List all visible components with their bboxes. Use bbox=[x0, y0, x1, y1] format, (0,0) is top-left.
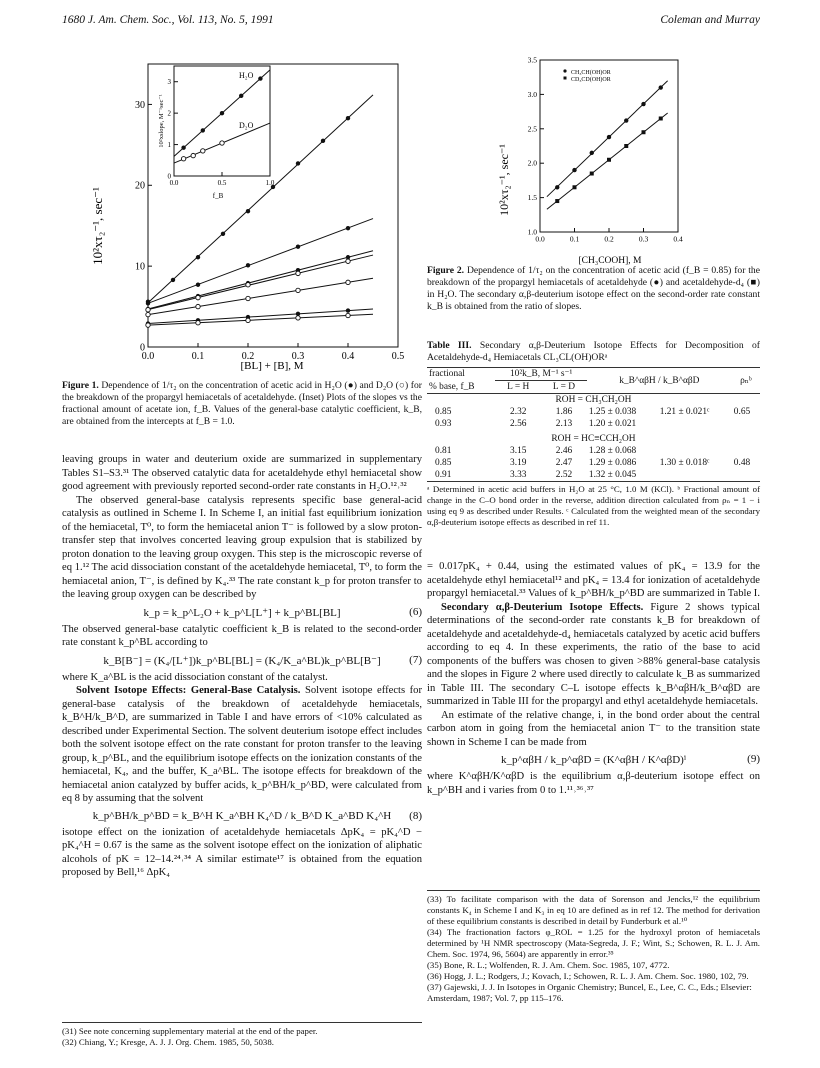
figure-2-data-point bbox=[624, 118, 628, 122]
figure-2-data-point bbox=[641, 102, 645, 106]
figure-2-y-tick-label: 2.5 bbox=[527, 124, 537, 134]
left-footnotes bbox=[62, 1026, 422, 1048]
figure-1-x-tick-label: 0.2 bbox=[241, 351, 255, 362]
paragraph: isotope effect on the ionization of acetaldehyde hemiacetals ΔpK₄ = pK₄^D − pK₄^H = 0.67 is the same as the solvent isotope effect on the ionization of aliphatic alcohols of pK = 12–14.²⁴˒³⁴ A similar estimate¹⁷ is obtained from the equation proposed by Bell,¹⁶ ΔpK₄ bbox=[62, 826, 422, 878]
figure-1-x-tick-label: 0.3 bbox=[291, 351, 305, 362]
figure-2-data-point bbox=[555, 185, 559, 189]
figure-1-inset-data-point bbox=[201, 128, 205, 132]
figure-1-x-axis-label: [BL] + [B], M bbox=[240, 360, 304, 372]
figure-2-y-tick-label: 1.5 bbox=[527, 193, 537, 203]
table-cell: 1.32 ± 0.045 bbox=[588, 470, 637, 480]
figure-1-y-tick-label: 0 bbox=[140, 342, 145, 354]
table-section-heading: ROH = CH₃CH₂OH bbox=[555, 395, 632, 405]
figure-1-inset-series-label: D₂O bbox=[239, 121, 254, 130]
paragraph: where K^αβH/K^αβD is the equilibrium α,β-deuterium isotope effect on k_p^BH and i varies from 0 to 1.¹¹˒³⁶˒³⁷ bbox=[427, 771, 760, 796]
table-cell: 1.25 ± 0.038 bbox=[588, 407, 637, 417]
figure-1-caption-text: Dependence of 1/τ₂ on the concentration of acetic acid in H₂O (●) and D₂O (○) for the breakdown of the propargyl hemiacetals of acetaldehyde. (Inset) Plots of the slopes vs the fractional amount of acetate ion, f_B. Values of the general-base catalytic coefficient, k_B, are obtained from the intercepts at f_B = 1.0. bbox=[62, 380, 422, 427]
column-header: fractional bbox=[429, 369, 465, 380]
table-cell: 2.52 bbox=[555, 470, 573, 480]
table-cell: 0.91 bbox=[435, 470, 452, 480]
footnote: (32) Chiang, Y.; Kresge, A. J. J. Org. Chem. 1985, 50, 5038. bbox=[62, 1037, 274, 1047]
equation-number: (7) bbox=[409, 653, 422, 666]
figure-1-inset-data-point bbox=[181, 157, 185, 161]
figure-1-fit-line bbox=[148, 255, 373, 310]
footnote-rule bbox=[62, 1022, 422, 1023]
figure-1-inset-y-tick-label: 1 bbox=[167, 140, 171, 149]
figure-1-data-point bbox=[346, 308, 350, 312]
table-cell: 0.93 bbox=[435, 419, 452, 429]
figure-1-data-point bbox=[196, 295, 200, 299]
figure-1-data-point bbox=[196, 283, 200, 287]
figure-2-data-point bbox=[573, 185, 577, 189]
figure-1-y-tick-label: 20 bbox=[135, 180, 145, 192]
table-cell bbox=[732, 469, 760, 482]
figure-2-x-tick-label: 0.1 bbox=[569, 234, 580, 244]
footnote: (35) Bone, R. L.; Wolfenden, R. J. Am. Chem. Soc. 1985, 107, 4772. bbox=[427, 960, 670, 970]
figure-1-inset-data-point bbox=[181, 146, 185, 150]
footnote-rule bbox=[427, 890, 760, 891]
figure-1-inset-x-tick-label: 0.0 bbox=[169, 179, 179, 187]
figure-2-data-point bbox=[590, 151, 594, 155]
figure-2-y-tick-label: 2.0 bbox=[527, 158, 537, 168]
figure-1-data-point bbox=[196, 304, 200, 308]
right-column bbox=[427, 560, 760, 797]
figure-1-data-point bbox=[146, 301, 150, 305]
column-header: % base, f_B bbox=[429, 381, 475, 392]
figure-1-inset-x-tick-label: 1.0 bbox=[265, 179, 275, 187]
figure-1-data-point bbox=[321, 139, 325, 143]
figure-1-data-point bbox=[346, 116, 350, 120]
table-cell: 2.47 bbox=[555, 458, 573, 468]
table-cell: 0.65 bbox=[733, 407, 751, 417]
table-3-footnotes: ᵃ Determined in acetic acid buffers in H₂O at 25 °C, 1.0 M (KCl). ᵇ Fractional amount of change in the C–O bond order in the reverse, addition direction calculated from ρₙ = 1 − i using eq 9 as described under Results. ᶜ Calculated from the weighted mean of the secondary α,β-deuterium isotope effects as described in ref 11. bbox=[427, 484, 760, 527]
column-header: L = D bbox=[552, 382, 576, 392]
figure-1-y-axis-label: 10²xτ₂⁻¹, sec⁻¹ bbox=[90, 187, 105, 265]
figure-1-x-tick-label: 0.0 bbox=[141, 351, 155, 362]
section-heading: Secondary α,β-Deuterium Isotope Effects. bbox=[441, 601, 644, 613]
column-header: k_B^αβH / k_B^αβD bbox=[619, 375, 700, 386]
figure-1-data-point bbox=[221, 232, 225, 236]
table-cell: 1.86 bbox=[555, 407, 573, 417]
figure-2-y-tick-label: 1.0 bbox=[527, 227, 537, 237]
figure-1-data-point bbox=[346, 259, 350, 263]
figure-2-x-tick-label: 0.3 bbox=[638, 234, 649, 244]
figure-2-data-point bbox=[642, 130, 646, 134]
equation-body: k_p^BH/k_p^BD = k_B^H K_a^BH K₄^D / k_B^D K_a^BD K₄^H bbox=[92, 809, 392, 822]
figure-2-x-axis-label: [CH₃COOH], M bbox=[578, 256, 642, 266]
table-row bbox=[427, 418, 760, 430]
table-row bbox=[427, 469, 760, 482]
table-section-heading: ROH = HC≡CCH₂OH bbox=[551, 434, 636, 444]
figure-1-data-point bbox=[246, 283, 250, 287]
paragraph-text: Figure 2 shows typical determinations of the second-order rate constants k_B for breakdown of acetaldehyde and acetaldehyde-d₄ hemiacetals catalyzed by acetic acid buffers according to eq 4. In these experiments, the ratio of the base to acid components of the buffers was chosen to given >88% general-base catalysis and the slopes in Figure 2 where used directly to calculate k_B as summarized in Table III. The secondary C–L isotope effects k_B^αβH/k_B^αβD are summarized in Table III for the propargyl and ethyl acetaldehyde hemiacetals. bbox=[427, 601, 760, 707]
table-cell: 1.20 ± 0.021 bbox=[588, 419, 637, 429]
footnote: (33) To facilitate comparison with the data of Sorenson and Jencks,¹² the equilibrium constants K₄ in Scheme I and K₃ in eq 10 are defined as in ref 12. The method for derivation of these equilibrium constants is described in detail by Funderburk et al.¹⁰ bbox=[427, 894, 760, 926]
paragraph: = 0.017pK₄ + 0.44, using the estimated values of pK₄ = 13.9 for the acetaldehyde ethyl hemiacetal¹² and pK₄ = 13.4 for ionization of acetaldehyde propargyl hemiacetal.³³ Values of k_p^BH/k_p^BD are summarized in Table I. bbox=[427, 561, 760, 599]
table-3-label: Table III. bbox=[427, 340, 472, 351]
figure-1-x-tick-label: 0.1 bbox=[191, 351, 205, 362]
figure-1-data-point bbox=[346, 280, 350, 284]
table-cell bbox=[658, 469, 732, 482]
figure-1-inset-data-point bbox=[258, 76, 262, 80]
figure-1-inset-data-point bbox=[220, 141, 224, 145]
figure-1-inset-y-tick-label: 0 bbox=[167, 172, 171, 181]
table-cell: 0.85 bbox=[435, 458, 452, 468]
running-header-authors: Coleman and Murray bbox=[660, 14, 760, 26]
figure-2-x-tick-label: 0.2 bbox=[604, 234, 614, 244]
left-column bbox=[62, 453, 422, 880]
table-cell bbox=[732, 445, 760, 457]
table-cell: 1.21 ± 0.021ᶜ bbox=[659, 407, 710, 417]
footnote: (34) The fractionation factors φ_ROL = 1.25 for the hydroxyl proton of hemiacetals determined by ¹H NMR spectroscopy (Mata-Segreda, J. F.; Wint, S.; Schowen, R. L. J. Am. Chem. Soc. 1974, 96, 5604) are apparently in error.³⁵ bbox=[427, 927, 760, 959]
figure-1-fit-line bbox=[148, 95, 373, 303]
figure-1-inset-x-tick-label: 0.5 bbox=[217, 179, 227, 187]
equation-9 bbox=[427, 753, 760, 766]
figure-1-y-tick-label: 10 bbox=[135, 261, 145, 273]
figure-1-data-point bbox=[296, 245, 300, 249]
legend-entry: CD₃CD(OH)OR bbox=[571, 77, 611, 83]
figure-1-inset-data-point bbox=[220, 111, 224, 115]
table-cell bbox=[658, 445, 732, 457]
figure-2-data-point bbox=[659, 116, 663, 120]
equation-7 bbox=[62, 654, 422, 667]
footnote: (31) See note concerning supplementary material at the end of the paper. bbox=[62, 1026, 318, 1036]
table-cell: 2.13 bbox=[555, 419, 573, 429]
table-3-grid bbox=[427, 368, 760, 482]
table-row bbox=[427, 445, 760, 457]
equation-6 bbox=[62, 606, 422, 619]
figure-2-fit-line bbox=[547, 81, 668, 197]
paragraph: where K_a^BL is the acid dissociation constant of the catalyst. bbox=[62, 671, 328, 683]
equation-8 bbox=[62, 810, 422, 822]
table-cell bbox=[658, 418, 732, 430]
legend-entry: CH₃CH(OH)OR bbox=[571, 70, 611, 76]
table-cell: 2.32 bbox=[510, 407, 527, 417]
figure-2-data-point bbox=[624, 144, 628, 148]
figure-1-x-tick-label: 0.4 bbox=[341, 351, 355, 362]
equation-body: k_B[B⁻] = (K₄/[L⁺])k_p^BL[BL] = (K₄/K_a^BL)k_p^BL[B⁻] bbox=[103, 654, 381, 667]
paragraph bbox=[62, 684, 422, 806]
table-cell: 1.28 ± 0.068 bbox=[588, 446, 637, 456]
figure-1-data-point bbox=[246, 296, 250, 300]
figure-1-data-point bbox=[246, 263, 250, 267]
figure-1-fit-line bbox=[148, 251, 373, 309]
equation-number: (8) bbox=[409, 809, 422, 822]
figure-2-data-point bbox=[659, 85, 663, 89]
table-cell: 0.81 bbox=[435, 446, 452, 456]
paragraph: leaving groups in water and deuterium oxide are summarized in supplementary Tables S1–S3.³¹ The observed catalytic data for acetaldehyde ethyl hemiacetal show good agreement with previously reported second-order rate constants in H₂O.¹²˒³² bbox=[62, 454, 422, 492]
figure-1-inset-data-point bbox=[191, 153, 195, 157]
figure-1-fit-line bbox=[148, 219, 373, 304]
paragraph: An estimate of the relative change, i, in the bond order about the central carbon atom in going from the hemiacetal anion T⁻ to the transition state shown in Scheme I can be made from bbox=[427, 709, 760, 748]
figure-2-data-point bbox=[607, 135, 611, 139]
table-cell: 3.15 bbox=[510, 446, 527, 456]
figure-1-data-point bbox=[246, 318, 250, 322]
figure-2-legend bbox=[563, 69, 610, 83]
footnote: (37) Gajewski, J. J. In Isotopes in Organic Chemistry; Buncel, E., Lee, C. C., Eds.; Elsevier: Amsterdam, 1987; Vol. 7, pp 115–176. bbox=[427, 982, 752, 1003]
figure-1-inset-data-point bbox=[201, 149, 205, 153]
figure-1-data-point bbox=[296, 288, 300, 292]
figure-1-inset-series-label: H₂O bbox=[239, 71, 254, 80]
figure-2-caption bbox=[427, 265, 760, 313]
figure-1 bbox=[62, 46, 422, 376]
figure-1-data-point bbox=[196, 255, 200, 259]
column-header: ρₙᵇ bbox=[740, 375, 752, 386]
figure-1-data-point bbox=[296, 271, 300, 275]
equation-number: (6) bbox=[409, 605, 422, 618]
figure-2 bbox=[494, 50, 724, 290]
figure-1-data-point bbox=[246, 209, 250, 213]
figure-1-caption bbox=[62, 380, 422, 428]
equation-body: k_p = k_p^L₂O + k_p^L[L⁺] + k_p^BL[BL] bbox=[143, 606, 341, 619]
column-header: 10²k_B, M⁻¹ s⁻¹ bbox=[495, 368, 587, 381]
figure-2-caption-label: Figure 2. bbox=[427, 265, 465, 276]
figure-2-data-point bbox=[607, 158, 611, 162]
figure-1-data-point bbox=[296, 316, 300, 320]
paragraph: The observed general-base catalytic coefficient k_B is related to the second-order rate constant k_p^BL according to bbox=[62, 623, 422, 648]
figure-1-inset-x-axis-label: f_B bbox=[212, 192, 224, 200]
table-cell: 0.85 bbox=[435, 407, 452, 417]
figure-1-data-point bbox=[296, 161, 300, 165]
table-cell: 1.30 ± 0.018ᶜ bbox=[659, 458, 710, 468]
equation-number: (9) bbox=[747, 753, 760, 765]
figure-2-data-point bbox=[590, 172, 594, 176]
figure-1-inset-y-tick-label: 2 bbox=[167, 109, 171, 118]
figure-1-data-point bbox=[346, 313, 350, 317]
table-cell: 3.19 bbox=[510, 458, 527, 468]
figure-2-y-tick-label: 3.5 bbox=[527, 55, 537, 65]
figure-1-data-point bbox=[171, 278, 175, 282]
figure-1-y-tick-label: 30 bbox=[135, 99, 145, 111]
section-heading: Solvent Isotope Effects: General-Base Catalysis. bbox=[76, 685, 301, 696]
equation-body: k_p^αβH / k_p^αβD = (K^αβH / K^αβD)ⁱ bbox=[500, 754, 687, 766]
figure-1-inset-y-axis-label: 10²xslope, M⁻¹sec⁻¹ bbox=[158, 94, 165, 148]
figure-1-data-point bbox=[346, 226, 350, 230]
figure-2-caption-text: Dependence of 1/τ₂ on the concentration of acetic acid (f_B = 0.85) for the breakdown of the propargyl hemiacetals of acetaldehyde (●) and acetaldehyde-d₄ (■) in H₂O. The secondary α,β-deuterium isotope effect on the second-order rate constant k_B is obtained from the ratio of slopes. bbox=[427, 265, 760, 312]
table-cell: 1.29 ± 0.086 bbox=[588, 458, 637, 468]
paragraph bbox=[427, 601, 760, 709]
table-row bbox=[427, 406, 760, 418]
table-3 bbox=[427, 340, 760, 528]
table-3-title: Secondary α,β-Deuterium Isotope Effects for Decomposition of Acetaldehyde-d₄ Hemiacetals CL₃CL(OH)ORᵃ bbox=[427, 340, 760, 363]
legend-marker-circle bbox=[563, 69, 566, 72]
legend-marker-square bbox=[564, 77, 567, 80]
figure-1-data-point bbox=[146, 323, 150, 327]
figure-2-x-tick-label: 0.0 bbox=[535, 234, 545, 244]
running-header: 1680 J. Am. Chem. Soc., Vol. 113, No. 5, 1991 bbox=[62, 14, 274, 26]
figure-2-plot-frame bbox=[540, 60, 678, 232]
figure-1-inset-y-tick-label: 3 bbox=[167, 78, 171, 87]
figure-2-data-point bbox=[572, 168, 576, 172]
table-cell: 2.56 bbox=[510, 419, 527, 429]
table-cell: 3.33 bbox=[510, 470, 527, 480]
table-cell bbox=[732, 418, 760, 430]
figure-2-x-tick-label: 0.4 bbox=[673, 234, 683, 244]
figure-1-data-point bbox=[146, 308, 150, 312]
paragraph: The observed general-base catalysis represents specific base general-acid catalysis as outlined in Scheme I. In Scheme I, an initial fast equilibrium ionization of the hemiacetal, T⁰, to form the hemiacetal anion T⁻ is followed by a slow proton-transfer step that involves concerted leaving group expulsion that is stabilized by proton donation to the leaving group oxygen. This step is the microscopic reverse of eq 1.¹² The acid dissociation constant of the acetaldehyde hemiacetal, T⁰, to form the hemiacetal anion, T⁻, is defined by K₄.³³ The rate constant k_p for proton transfer to the leaving group oxygen can be described by bbox=[62, 494, 422, 600]
table-cell: 0.48 bbox=[733, 458, 751, 468]
figure-2-y-axis-label: 10²xτ₂⁻¹, sec⁻¹ bbox=[497, 144, 511, 216]
figure-1-caption-label: Figure 1. bbox=[62, 380, 99, 391]
figure-1-data-point bbox=[196, 321, 200, 325]
footnote: (36) Hogg, J. L.; Rodgers, J.; Kovach, I.; Schowen, R. L. J. Am. Chem. Soc. 1980, 102, 79. bbox=[427, 971, 749, 981]
figure-2-y-tick-label: 3.0 bbox=[527, 89, 537, 99]
figure-1-inset-data-point bbox=[239, 94, 243, 98]
right-footnotes bbox=[427, 894, 760, 1004]
table-row bbox=[427, 457, 760, 469]
figure-1-x-tick-label: 0.5 bbox=[391, 351, 405, 362]
column-header: L = H bbox=[507, 382, 530, 392]
figure-1-fit-line bbox=[148, 278, 373, 314]
figure-2-data-point bbox=[555, 199, 559, 203]
table-cell: 2.46 bbox=[555, 446, 573, 456]
figure-1-data-point bbox=[146, 312, 150, 316]
paragraph-text: Solvent isotope effects for general-base catalysis of the breakdown of acetaldehyde hemiacetals, k_B^H/k_B^D, are summarized in Table I and have errors of <10% calculated as described under Experimental Section. The solvent deuterium isotope effect includes both the solvent isotope effect on the rate constant for proton transfer to the leaving group, k_p^BL, and the equilibrium isotope effects on the ionization constants of the hemiacetal, K₄, and the buffer, K_a^BL. The isotope effects for breakdown of the hemiacetal anion catalyzed by buffer acids, k_p^BH/k_p^BD, were calculated from eq 8 by assuming that the solvent bbox=[62, 685, 422, 804]
